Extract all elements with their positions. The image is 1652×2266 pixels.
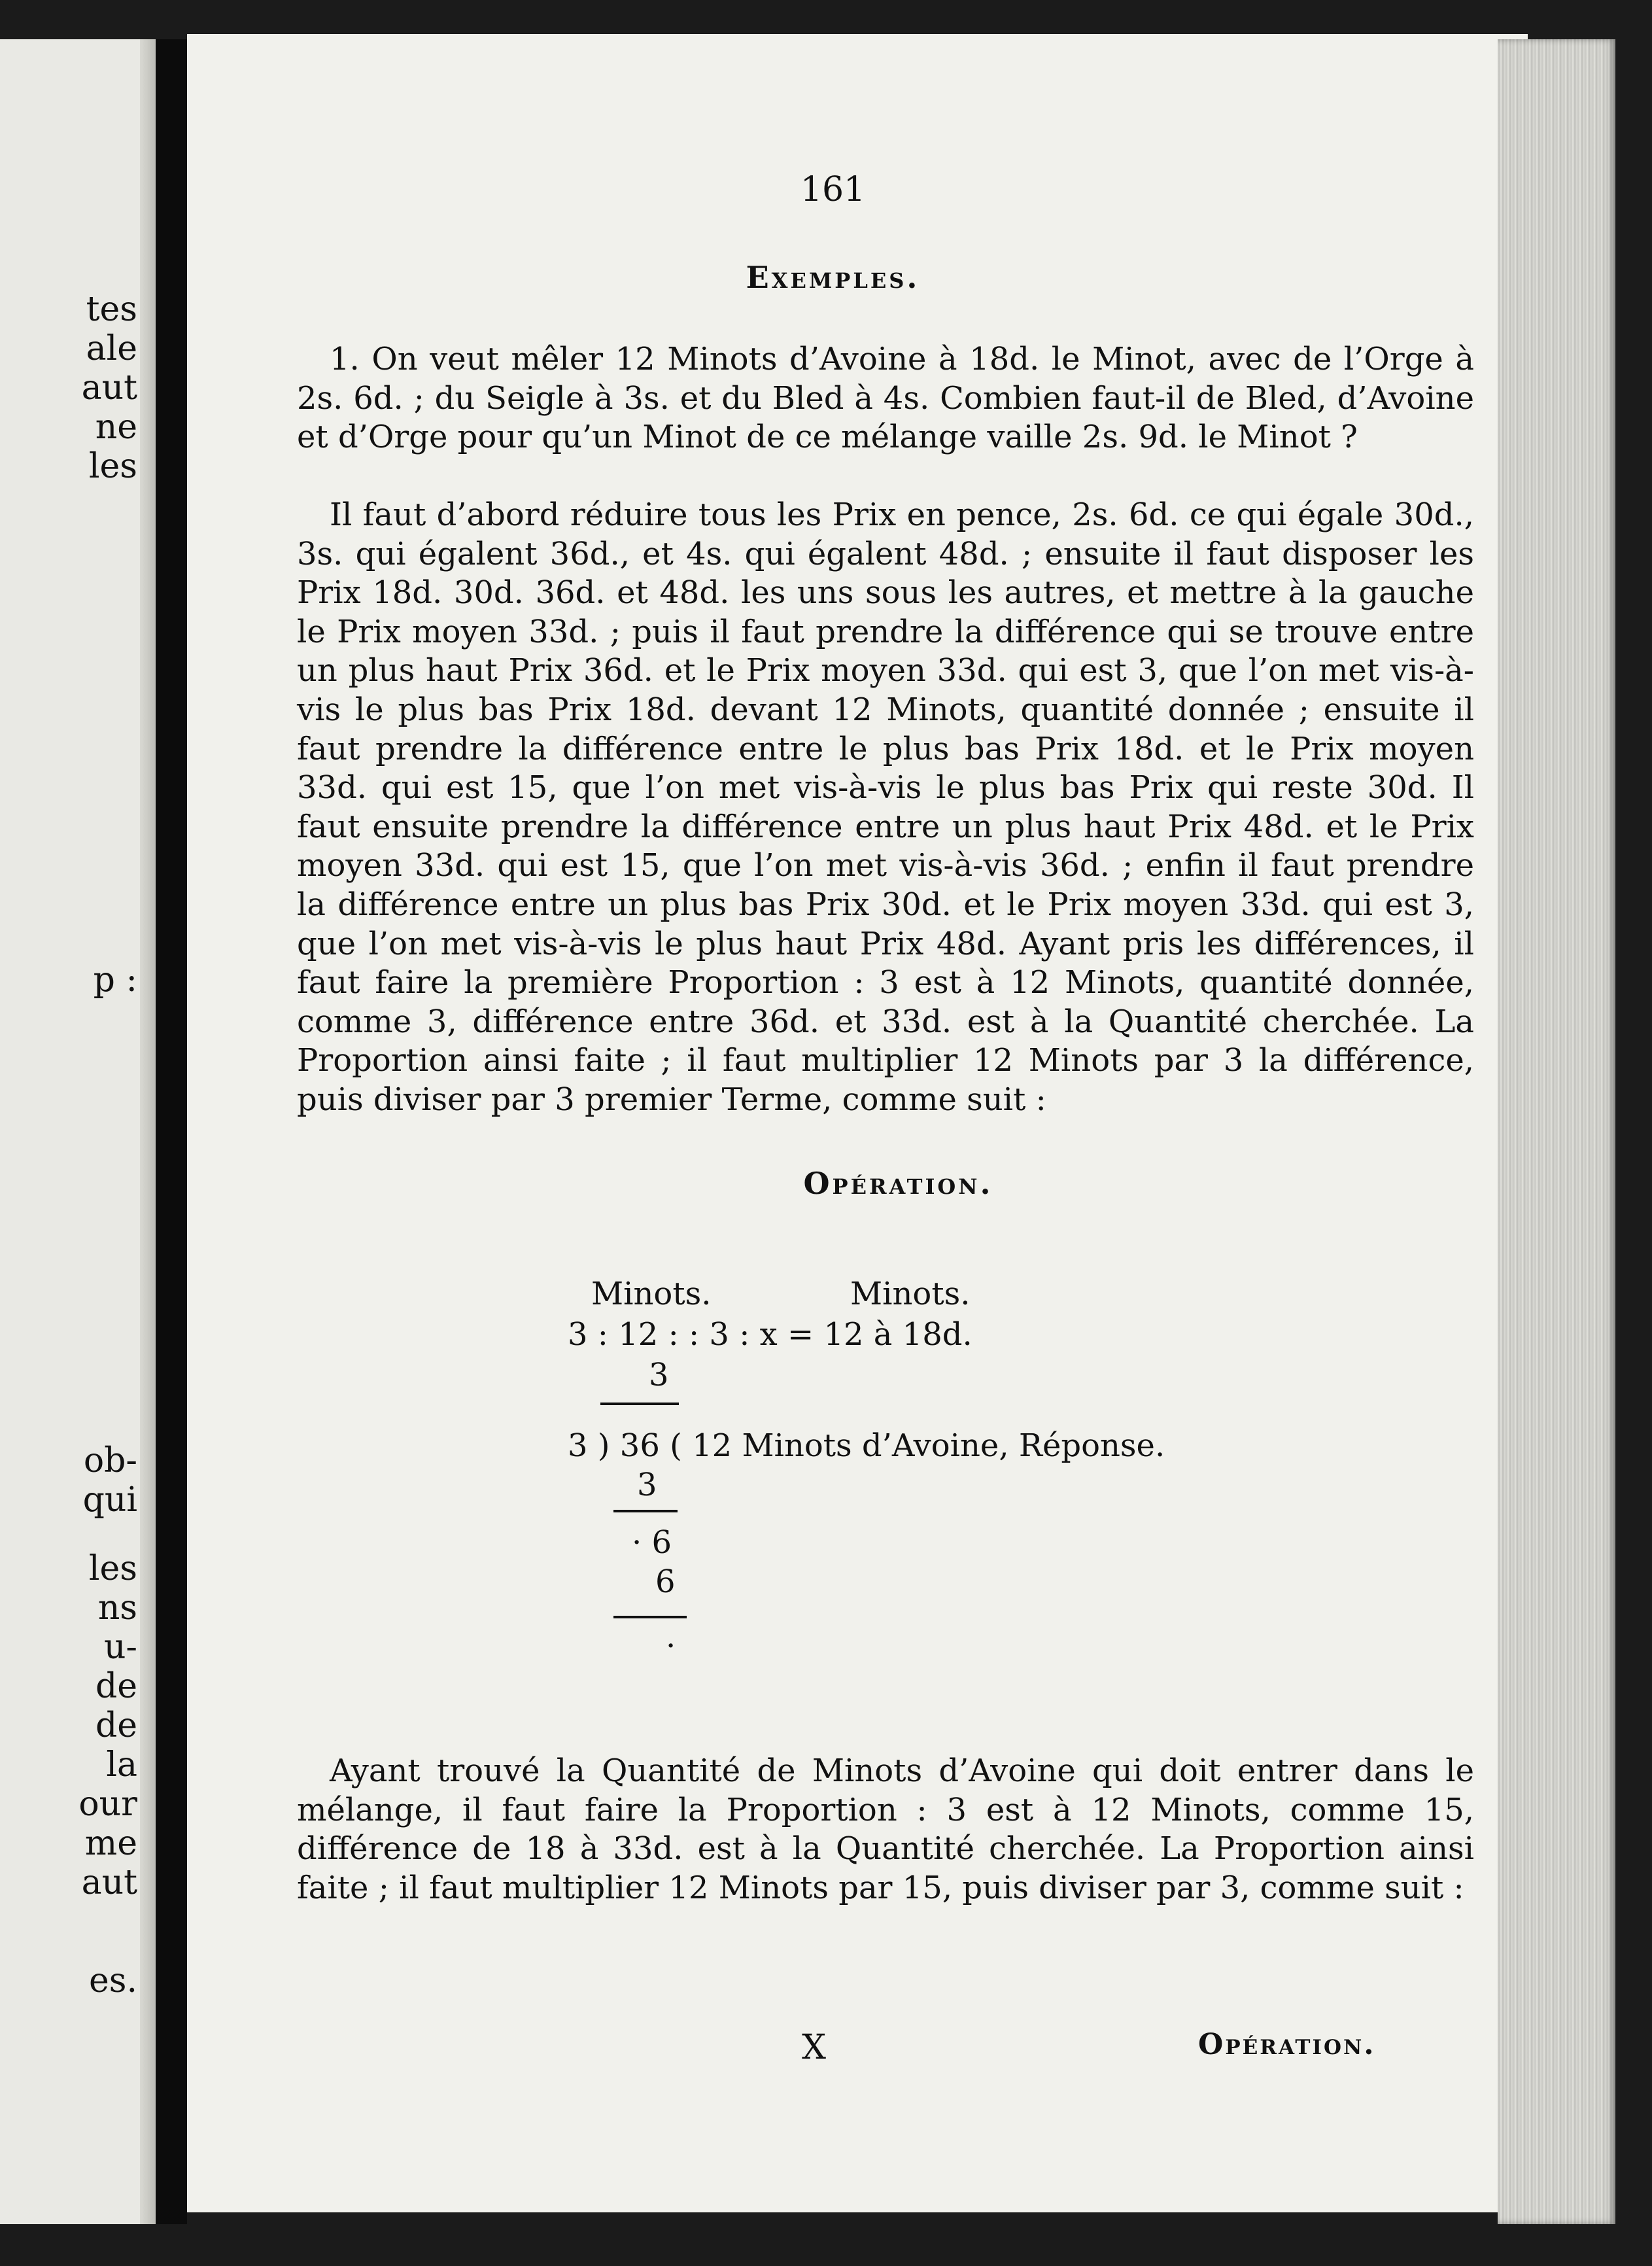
margin-fragment: es. bbox=[89, 1961, 137, 2000]
margin-fragment: p : bbox=[93, 960, 137, 1000]
operation-heading: Opération. bbox=[803, 1166, 993, 1201]
section-heading: Exemples. bbox=[746, 260, 920, 295]
book-page bbox=[187, 34, 1528, 2212]
margin-fragment: ale bbox=[86, 329, 137, 368]
explanation-paragraph: Il faut d’abord réduire tous les Prix en pence, 2s. 6d. ce qui égale 30d., 3s. qui égalent 36d., et 4s. qui égalent 48d. ; ensuite il faut disposer les Prix 18d. 30d. 36d. et 48d. les uns sous les autres, et mettre à la gauche le Prix moyen 33d. ; puis il faut prendre la différence qui se trouve entre un plus haut Prix 36d. et le Prix moyen 33d. qui est 3, que l’on met vis-à-vis le plus bas Prix 18d. devant 12 Minots, quantité donnée ; ensuite il faut prendre la différence entre le plus bas Prix 18d. et le Prix moyen 33d. qui est 15, que l’on met vis-à-vis le plus bas Prix qui reste 30d. Il faut ensuite prendre la différence entre un plus haut Prix 48d. et le Prix moyen 33d. qui est 15, que l’on met vis-à-vis 36d. ; enfin il faut prendre la différence entre un plus bas Prix 30d. et le Prix moyen 33d. qui est 3, que l’on met vis-à-vis le plus haut Prix 48d. Ayant pris les différences, il faut faire la première Proportion : 3 est à 12 Minots, quantité donnée, comme 3, différence entre 36d. et 33d. est à la Quantité cherchée. La Proportion ainsi faite ; il faut multiplier 12 Minots par 3 la différence, puis diviser par 3 premier Terme, comme suit : bbox=[297, 497, 1474, 1118]
margin-fragment: aut bbox=[81, 1863, 137, 1902]
operation-label-left: Minots. bbox=[591, 1276, 712, 1312]
final-remainder: · bbox=[666, 1628, 676, 1664]
remainder: · 6 bbox=[632, 1524, 672, 1561]
margin-fragment: ns bbox=[97, 1588, 137, 1628]
margin-fragment: ob- bbox=[83, 1441, 137, 1480]
margin-fragment: aut bbox=[81, 368, 137, 408]
operation-rule bbox=[613, 1616, 687, 1618]
margin-fragment: la bbox=[106, 1745, 137, 1785]
catchword: Opération. bbox=[1198, 2028, 1376, 2061]
division-line: 3 ) 36 ( 12 Minots d’Avoine, Réponse. bbox=[568, 1427, 1165, 1464]
margin-fragment: qui bbox=[82, 1480, 137, 1520]
book-spine bbox=[156, 39, 187, 2224]
operation-rule bbox=[613, 1510, 678, 1512]
subtrahend: 6 bbox=[655, 1563, 676, 1600]
operation-rule bbox=[600, 1403, 679, 1405]
page-edges bbox=[1498, 39, 1615, 2224]
margin-fragment: de bbox=[95, 1706, 137, 1745]
left-facing-page bbox=[0, 39, 156, 2224]
margin-fragment: u- bbox=[103, 1628, 137, 1667]
margin-fragment: our bbox=[78, 1785, 137, 1824]
left-page-gutter bbox=[140, 39, 156, 2224]
signature-mark: X bbox=[802, 2028, 827, 2067]
problem-statement: 1. On veut mêler 12 Minots d’Avoine à 18d. le Minot, avec de l’Orge à 2s. 6d. ; du Seigle à 3s. et du Bled à 4s. Combien faut-il de Bled, d’Avoine et d’Orge pour qu’un Minot de ce mélange vaille 2s. 9d. le Minot ? bbox=[297, 341, 1474, 456]
page-number: 161 bbox=[800, 170, 866, 209]
margin-fragment: les bbox=[88, 1549, 137, 1588]
operation-label-right: Minots. bbox=[850, 1276, 971, 1312]
proportion-line: 3 : 12 : : 3 : x = 12 à 18d. bbox=[568, 1316, 972, 1353]
margin-fragment: ne bbox=[95, 408, 137, 447]
subtrahend: 3 bbox=[637, 1467, 657, 1503]
continuation-paragraph: Ayant trouvé la Quantité de Minots d’Avoine qui doit entrer dans le mélange, il faut faire la Proportion : 3 est à 12 Minots, comme 15, différence de 18 à 33d. est à la Quantité cherchée. La Proportion ainsi faite ; il faut multiplier 12 Minots par 15, puis diviser par 3, comme suit : bbox=[297, 1752, 1474, 1906]
margin-fragment: les bbox=[88, 447, 137, 486]
margin-fragment: de bbox=[95, 1667, 137, 1706]
margin-fragment: me bbox=[84, 1824, 137, 1863]
margin-fragment: tes bbox=[86, 290, 137, 329]
multiplier: 3 bbox=[649, 1357, 669, 1393]
